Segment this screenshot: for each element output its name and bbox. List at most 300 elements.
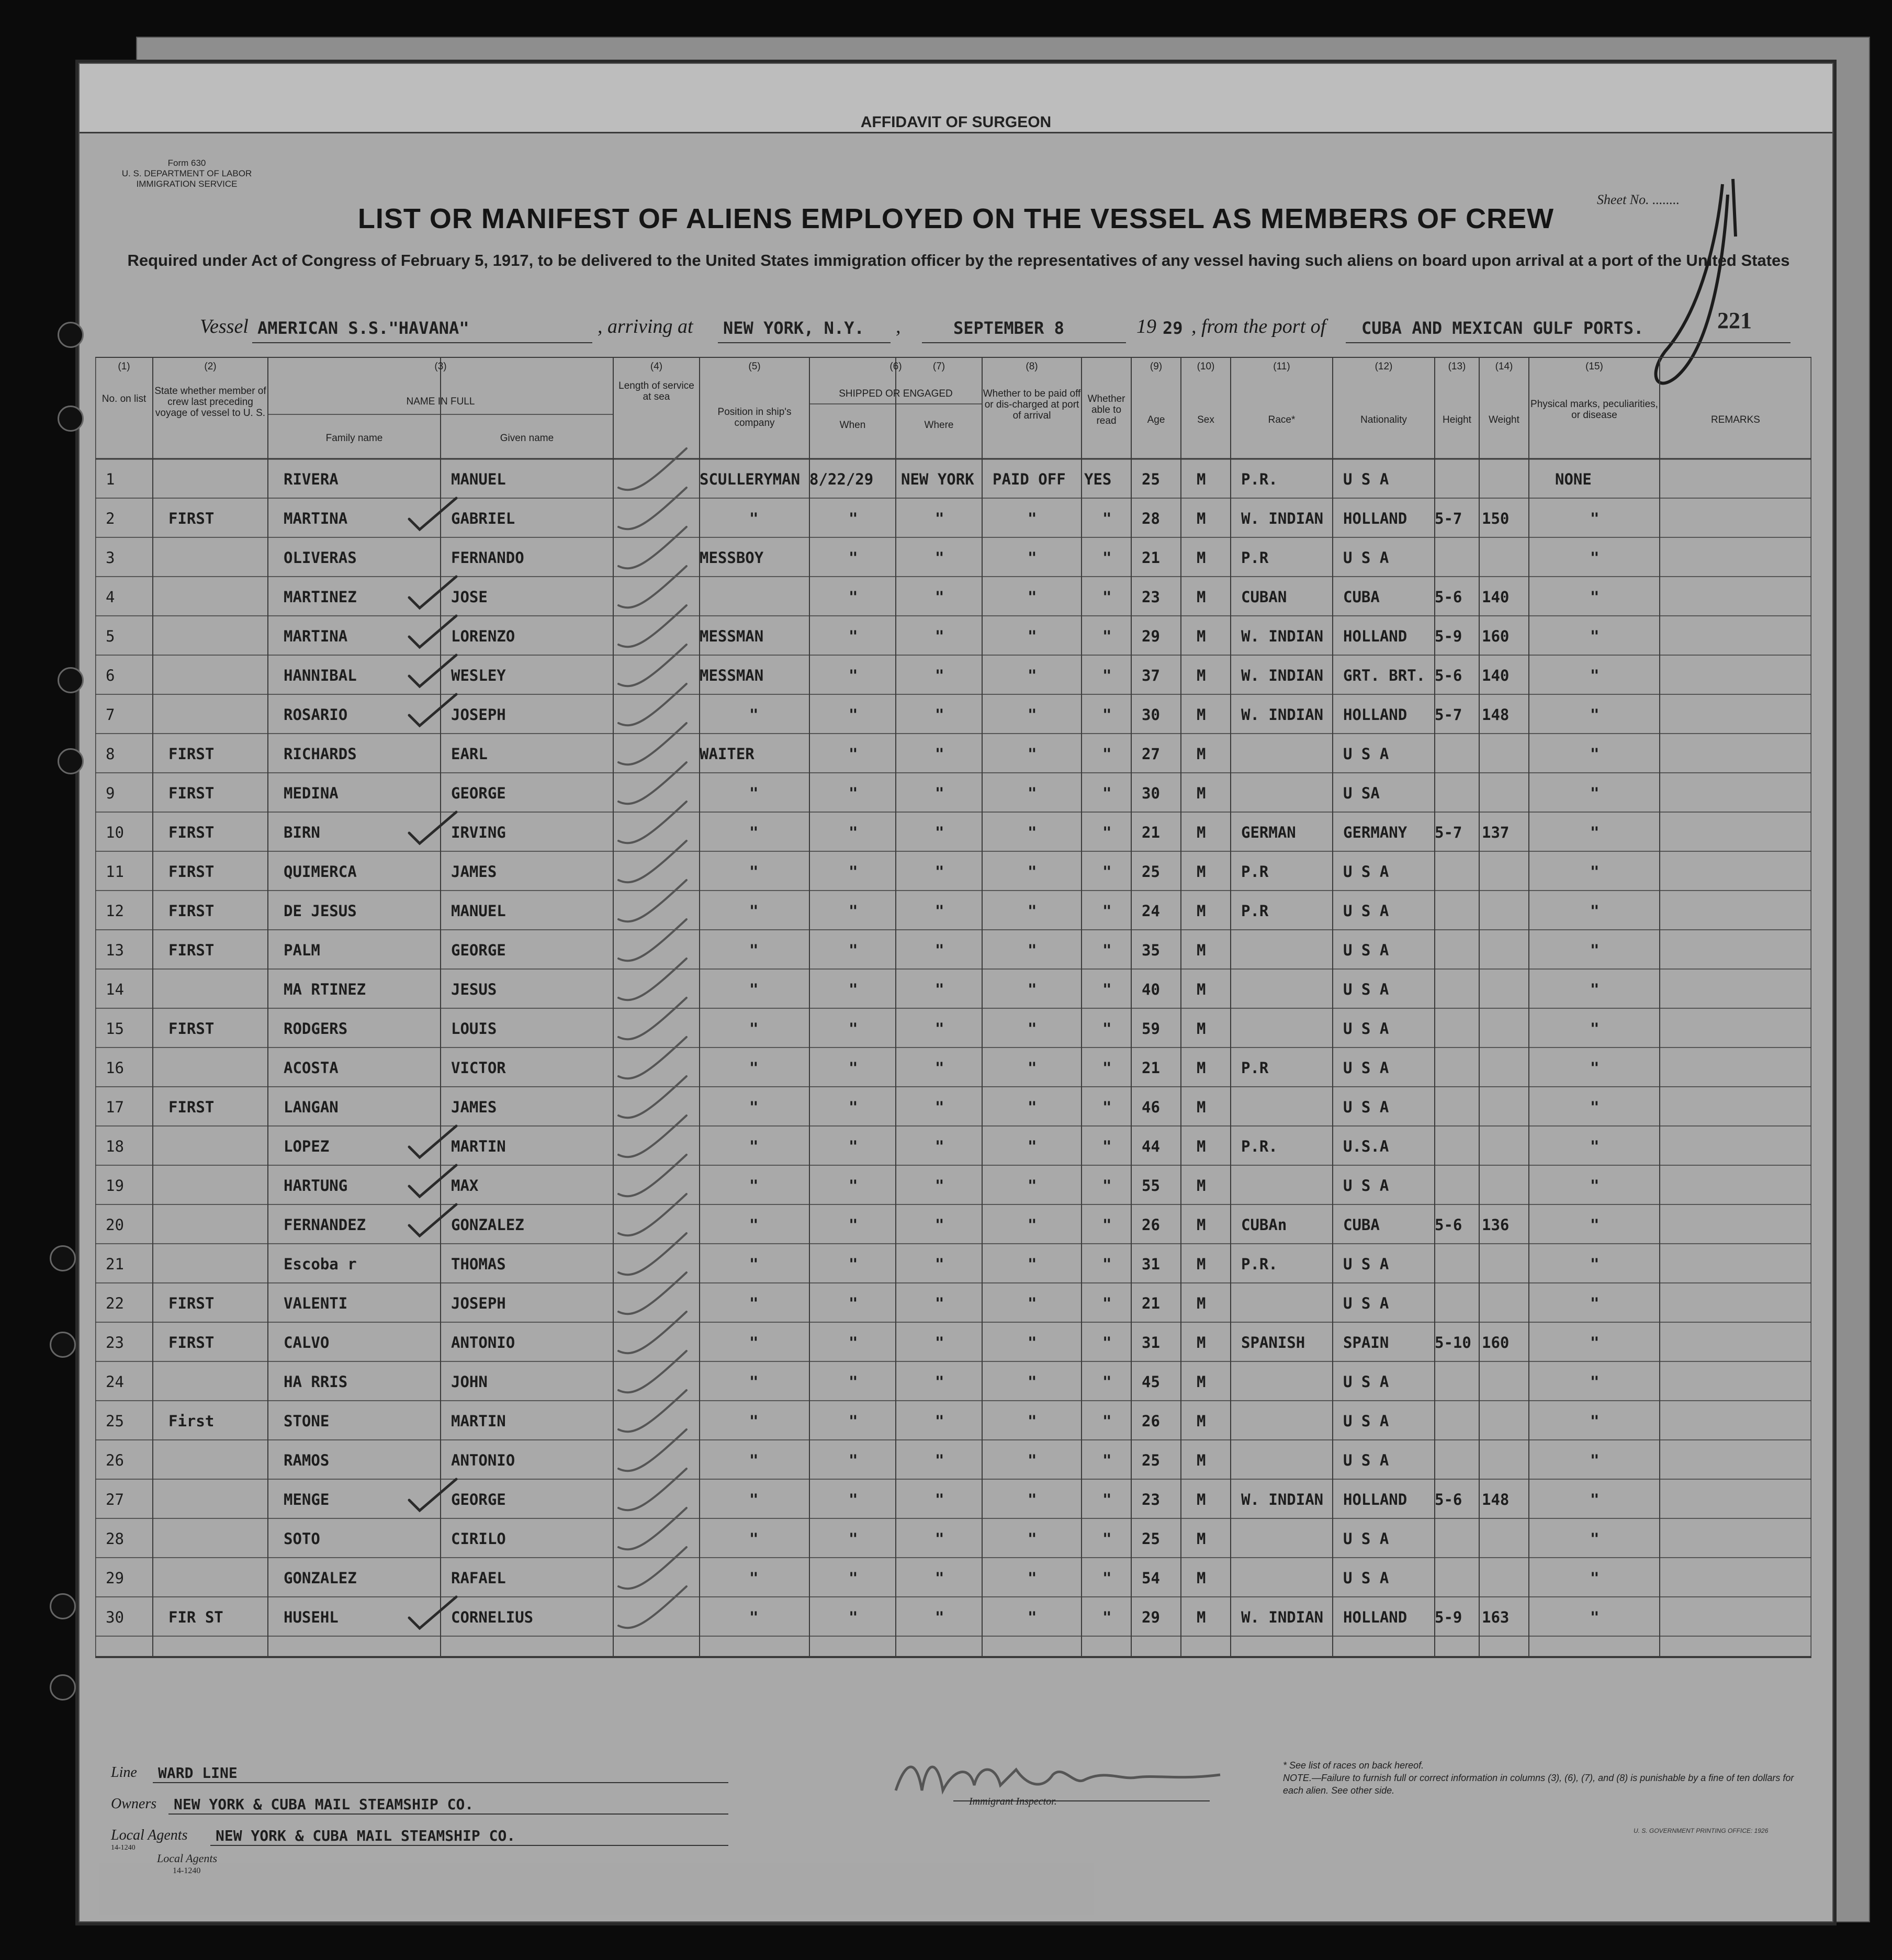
cell-where: "	[935, 863, 944, 881]
cell-weight: 150	[1482, 510, 1510, 527]
cell-when: "	[849, 1608, 858, 1626]
cell-paid: "	[1028, 1569, 1037, 1587]
cell-physical: "	[1590, 1177, 1600, 1195]
cell-sex: M	[1197, 549, 1206, 567]
cell-paid: "	[1028, 1334, 1037, 1351]
cell-physical: "	[1590, 902, 1600, 920]
cell-sex: M	[1197, 784, 1206, 802]
cell-height: 5-7	[1435, 824, 1462, 841]
cell-nationality: HOLLAND	[1343, 706, 1407, 724]
cell-when: "	[849, 706, 858, 724]
cell-race: GERMAN	[1241, 824, 1296, 841]
page-number: 221	[1717, 308, 1752, 333]
cell-no: 22	[106, 1294, 124, 1312]
vessel-name: AMERICAN S.S."HAVANA"	[257, 318, 469, 338]
cell-where: "	[935, 1530, 944, 1548]
cell-physical: "	[1590, 1255, 1600, 1273]
cell-paid: "	[1028, 1530, 1037, 1548]
cell-read: "	[1102, 863, 1112, 881]
cell-nationality: U S A	[1343, 1177, 1389, 1195]
cell-state: FIRST	[168, 824, 215, 841]
arriving-label: , arriving at	[598, 316, 693, 337]
cell-position: SCULLERYMAN	[700, 470, 801, 488]
cell-sex: M	[1197, 1491, 1206, 1508]
cell-family: RIVERA	[284, 470, 339, 488]
cell-paid: "	[1028, 863, 1037, 881]
cell-sex: M	[1197, 863, 1206, 881]
cell-sex: M	[1197, 824, 1206, 841]
header-able-to-read: Whether able to read	[1087, 393, 1125, 426]
cell-where: "	[935, 1177, 944, 1195]
cell-family: MA RTINEZ	[284, 981, 366, 998]
cell-race: W. INDIAN	[1241, 706, 1324, 724]
cell-sex: M	[1197, 1334, 1206, 1351]
cell-sex: M	[1197, 627, 1206, 645]
cell-no: 10	[106, 824, 124, 841]
column-number: (2)	[204, 361, 217, 372]
cell-read: "	[1102, 627, 1112, 645]
cell-when: "	[849, 1020, 858, 1038]
cell-no: 3	[106, 549, 115, 567]
cell-given: GONZALEZ	[451, 1216, 524, 1234]
cell-when: "	[849, 981, 858, 998]
header-length-service: Length of service at sea	[618, 380, 694, 402]
cell-height: 5-9	[1435, 627, 1462, 645]
cell-race: W. INDIAN	[1241, 667, 1324, 684]
cell-height: 5-9	[1435, 1608, 1462, 1626]
cell-paid: PAID OFF	[993, 470, 1066, 488]
cell-no: 6	[106, 667, 115, 684]
cell-age: 23	[1142, 588, 1160, 606]
cell-given: GABRIEL	[451, 510, 515, 527]
cell-family: OLIVERAS	[284, 549, 357, 567]
cell-nationality: GRT. BRT.	[1343, 667, 1426, 684]
note-penalty: NOTE.—Failure to furnish full or correct information in columns (3), (6), (7), and (8) is punishable by a fine of ten dollars for each alien. See other side.	[1283, 1773, 1794, 1796]
cell-when: "	[849, 1098, 858, 1116]
cell-read: "	[1102, 1059, 1112, 1077]
cell-given: JAMES	[451, 1098, 497, 1116]
cell-age: 31	[1142, 1334, 1160, 1351]
punch-hole-icon	[50, 1332, 76, 1358]
cell-when: "	[849, 784, 858, 802]
owners-value: NEW YORK & CUBA MAIL STEAMSHIP CO.	[174, 1796, 474, 1813]
cell-age: 31	[1142, 1255, 1160, 1273]
inspector-signature-icon	[885, 1749, 1231, 1806]
cell-where: "	[935, 1451, 944, 1469]
cell-position: "	[749, 1098, 759, 1116]
cell-physical: "	[1590, 1491, 1600, 1508]
cell-position: "	[749, 510, 759, 527]
cell-read: "	[1102, 1373, 1112, 1391]
cell-where: NEW YORK	[901, 470, 974, 488]
cell-paid: "	[1028, 902, 1037, 920]
cell-nationality: GERMANY	[1343, 824, 1407, 841]
cell-no: 17	[106, 1098, 124, 1116]
cell-race: W. INDIAN	[1241, 510, 1324, 527]
affidavit-heading: AFFIDAVIT OF SURGEON	[860, 114, 1052, 131]
cell-where: "	[935, 706, 944, 724]
cell-physical: "	[1590, 1098, 1600, 1116]
cell-read: "	[1102, 1334, 1112, 1351]
cell-read: "	[1102, 745, 1112, 763]
cell-when: "	[849, 1491, 858, 1508]
header-state-member: State whether member of crew last preceding voyage of vessel to U. S.	[154, 386, 266, 419]
cell-given: GEORGE	[451, 1491, 506, 1508]
cell-nationality: U S A	[1343, 470, 1389, 488]
cell-age: 21	[1142, 824, 1160, 841]
cell-position: "	[749, 1334, 759, 1351]
cell-weight: 160	[1482, 1334, 1510, 1351]
cell-given: MARTIN	[451, 1137, 506, 1155]
cell-paid: "	[1028, 1059, 1037, 1077]
year-prefix: 19	[1136, 316, 1156, 337]
cell-state: FIRST	[168, 1334, 215, 1351]
crew-table	[95, 357, 1811, 1728]
cell-nationality: SPAIN	[1343, 1334, 1389, 1351]
cell-nationality: CUBA	[1343, 588, 1380, 606]
cell-nationality: U S A	[1343, 1020, 1389, 1038]
column-number: (7)	[932, 361, 945, 372]
cell-given: MANUEL	[451, 902, 506, 920]
cell-read: "	[1102, 981, 1112, 998]
cell-family: HARTUNG	[284, 1177, 348, 1195]
column-number: (5)	[748, 361, 761, 372]
cell-paid: "	[1028, 1137, 1037, 1155]
header-when: When	[839, 420, 866, 431]
column-number: (10)	[1197, 361, 1215, 372]
cell-paid: "	[1028, 941, 1037, 959]
cell-when: 8/22/29	[809, 470, 874, 488]
cell-when: "	[849, 745, 858, 763]
cell-family: CALVO	[284, 1334, 330, 1351]
cell-given: VICTOR	[451, 1059, 506, 1077]
cell-state: FIR ST	[168, 1608, 223, 1626]
cell-sex: M	[1197, 1294, 1206, 1312]
cell-given: RAFAEL	[451, 1569, 506, 1587]
cell-read: "	[1102, 706, 1112, 724]
cell-sex: M	[1197, 510, 1206, 527]
cell-given: WESLEY	[451, 667, 506, 684]
cell-physical: "	[1590, 1216, 1600, 1234]
cell-when: "	[849, 1255, 858, 1273]
cell-no: 23	[106, 1334, 124, 1351]
cell-family: LOPEZ	[284, 1137, 330, 1155]
cell-no: 25	[106, 1412, 124, 1430]
punch-hole-icon	[58, 405, 84, 432]
arrival-date: SEPTEMBER 8	[953, 318, 1064, 338]
cell-physical: "	[1590, 1530, 1600, 1548]
cell-where: "	[935, 1059, 944, 1077]
cell-read: "	[1102, 667, 1112, 684]
cell-physical: "	[1590, 588, 1600, 606]
cell-read: "	[1102, 1491, 1112, 1508]
cell-sex: M	[1197, 1569, 1206, 1587]
arrival-port: NEW YORK, N.Y.	[723, 318, 864, 338]
manifest-document	[78, 63, 1833, 1922]
cell-nationality: U S A	[1343, 1373, 1389, 1391]
cell-no: 24	[106, 1373, 124, 1391]
punch-hole-icon	[58, 667, 84, 693]
cell-sex: M	[1197, 902, 1206, 920]
cell-where: "	[935, 981, 944, 998]
cell-no: 18	[106, 1137, 124, 1155]
cell-physical: "	[1590, 1020, 1600, 1038]
cell-age: 29	[1142, 627, 1160, 645]
cell-given: THOMAS	[451, 1255, 506, 1273]
cell-sex: M	[1197, 1373, 1206, 1391]
cell-physical: "	[1590, 784, 1600, 802]
cell-race: SPANISH	[1241, 1334, 1305, 1351]
cell-age: 28	[1142, 510, 1160, 527]
cell-given: CIRILO	[451, 1530, 506, 1548]
cell-age: 54	[1142, 1569, 1160, 1587]
cell-nationality: U.S.A	[1343, 1137, 1389, 1155]
cell-sex: M	[1197, 1451, 1206, 1469]
cell-read: "	[1102, 1451, 1112, 1469]
cell-paid: "	[1028, 1608, 1037, 1626]
cell-given: GEORGE	[451, 941, 506, 959]
cell-position: "	[749, 1177, 759, 1195]
cell-age: 24	[1142, 902, 1160, 920]
cell-family: MARTINEZ	[284, 588, 357, 606]
cell-position: "	[749, 1216, 759, 1234]
cell-paid: "	[1028, 1216, 1037, 1234]
cell-sex: M	[1197, 1059, 1206, 1077]
punch-hole-icon	[50, 1674, 76, 1700]
form-line: IMMIGRATION SERVICE	[136, 179, 238, 189]
cell-position: "	[749, 1569, 759, 1587]
cell-nationality: U S A	[1343, 981, 1389, 998]
cell-weight: 140	[1482, 588, 1510, 606]
page-title: LIST OR MANIFEST OF ALIENS EMPLOYED ON THE VESSEL AS MEMBERS OF CREW	[357, 203, 1555, 234]
header-race: Race*	[1268, 414, 1296, 425]
cell-given: LORENZO	[451, 627, 515, 645]
cell-state: FIRST	[168, 510, 215, 527]
cell-given: ANTONIO	[451, 1451, 515, 1469]
cell-age: 46	[1142, 1098, 1160, 1116]
cell-family: RICHARDS	[284, 745, 357, 763]
cell-physical: "	[1590, 981, 1600, 998]
cell-age: 30	[1142, 784, 1160, 802]
cell-no: 5	[106, 627, 115, 645]
cell-age: 25	[1142, 470, 1160, 488]
cell-when: "	[849, 549, 858, 567]
cell-family: MARTINA	[284, 627, 348, 645]
cell-nationality: U S A	[1343, 1059, 1389, 1077]
cell-state: FIRST	[168, 863, 215, 881]
cell-nationality: U S A	[1343, 941, 1389, 959]
cell-nationality: U S A	[1343, 745, 1389, 763]
cell-given: MANUEL	[451, 470, 506, 488]
page-subtitle: Required under Act of Congress of February 5, 1917, to be delivered to the United States immigration officer by the representatives of any vessel having such aliens on board upon arrival at a port of the United States	[127, 251, 1790, 269]
cell-given: JOHN	[451, 1373, 488, 1391]
cell-physical: "	[1590, 1294, 1600, 1312]
punch-hole-icon	[50, 1245, 76, 1271]
cell-position: "	[749, 1059, 759, 1077]
cell-sex: M	[1197, 941, 1206, 959]
cell-physical: "	[1590, 1373, 1600, 1391]
cell-given: LOUIS	[451, 1020, 497, 1038]
cell-when: "	[849, 1530, 858, 1548]
cell-family: QUIMERCA	[284, 863, 357, 881]
cell-sex: M	[1197, 745, 1206, 763]
cell-nationality: HOLLAND	[1343, 1608, 1407, 1626]
column-number: (11)	[1273, 361, 1290, 372]
header-weight: Weight	[1489, 414, 1519, 425]
header-given-name: Given name	[500, 433, 554, 444]
stub-agents-label: Local Agents	[157, 1852, 218, 1865]
cell-family: VALENTI	[284, 1294, 348, 1312]
cell-family: FERNANDEZ	[284, 1216, 366, 1234]
cell-nationality: U S A	[1343, 1255, 1389, 1273]
cell-age: 45	[1142, 1373, 1160, 1391]
cell-family: STONE	[284, 1412, 330, 1430]
cell-position: "	[749, 902, 759, 920]
cell-position: "	[749, 1412, 759, 1430]
header-name-in-full: NAME IN FULL	[406, 396, 475, 407]
cell-age: 29	[1142, 1608, 1160, 1626]
cell-age: 30	[1142, 706, 1160, 724]
cell-position: "	[749, 784, 759, 802]
cell-where: "	[935, 1334, 944, 1351]
cell-nationality: U S A	[1343, 1412, 1389, 1430]
cell-where: "	[935, 1373, 944, 1391]
cell-given: ANTONIO	[451, 1334, 515, 1351]
cell-age: 59	[1142, 1020, 1160, 1038]
cell-given: GEORGE	[451, 784, 506, 802]
cell-paid: "	[1028, 1020, 1037, 1038]
header-physical-marks: Physical marks, peculiarities, or disease	[1530, 399, 1658, 421]
cell-position: MESSMAN	[700, 667, 764, 684]
cell-race: W. INDIAN	[1241, 1608, 1324, 1626]
cell-when: "	[849, 902, 858, 920]
header-sex: Sex	[1197, 414, 1214, 425]
cell-physical: "	[1590, 1451, 1600, 1469]
cell-where: "	[935, 824, 944, 841]
form-code: 14-1240	[111, 1844, 136, 1852]
cell-read: "	[1102, 941, 1112, 959]
cell-family: HUSEHL	[284, 1608, 339, 1626]
cell-given: JOSEPH	[451, 706, 506, 724]
cell-age: 25	[1142, 863, 1160, 881]
owners-label: Owners	[111, 1796, 157, 1812]
cell-weight: 160	[1482, 627, 1510, 645]
cell-sex: M	[1197, 1137, 1206, 1155]
cell-age: 35	[1142, 941, 1160, 959]
cell-race: CUBAN	[1241, 588, 1287, 606]
cell-sex: M	[1197, 1216, 1206, 1234]
cell-paid: "	[1028, 549, 1037, 567]
column-number: (6)	[889, 361, 902, 372]
cell-no: 2	[106, 510, 115, 527]
cell-weight: 137	[1482, 824, 1510, 841]
cell-paid: "	[1028, 784, 1037, 802]
cell-sex: M	[1197, 470, 1206, 488]
cell-physical: NONE	[1555, 470, 1592, 488]
cell-no: 20	[106, 1216, 124, 1234]
cell-weight: 148	[1482, 706, 1510, 724]
cell-paid: "	[1028, 588, 1037, 606]
cell-height: 5-6	[1435, 1216, 1462, 1234]
cell-given: IRVING	[451, 824, 506, 841]
stub-sheet	[99, 1863, 1094, 1915]
cell-given: JESUS	[451, 981, 497, 998]
header-paid-off: Whether to be paid off or dis-charged at port of arrival	[983, 388, 1081, 421]
cell-family: HA RRIS	[284, 1373, 348, 1391]
cell-position: "	[749, 1530, 759, 1548]
cell-family: RAMOS	[284, 1451, 330, 1469]
cell-physical: "	[1590, 627, 1600, 645]
column-number: (1)	[118, 361, 130, 372]
cell-sex: M	[1197, 1412, 1206, 1430]
cell-paid: "	[1028, 1412, 1037, 1430]
header-shipped-engaged: SHIPPED OR ENGAGED	[839, 388, 953, 399]
cell-where: "	[935, 1412, 944, 1430]
cell-age: 25	[1142, 1451, 1160, 1469]
cell-when: "	[849, 510, 858, 527]
cell-nationality: HOLLAND	[1343, 510, 1407, 527]
cell-read: "	[1102, 1137, 1112, 1155]
cell-family: Escoba r	[284, 1255, 357, 1273]
cell-state: First	[168, 1412, 215, 1430]
cell-position: MESSMAN	[700, 627, 764, 645]
cell-when: "	[849, 1373, 858, 1391]
cell-state: FIRST	[168, 941, 215, 959]
cell-nationality: U S A	[1343, 1569, 1389, 1587]
from-label: , from the port of	[1191, 316, 1326, 337]
punch-hole-icon	[58, 748, 84, 774]
cell-nationality: U S A	[1343, 863, 1389, 881]
cell-no: 12	[106, 902, 124, 920]
cell-read: "	[1102, 784, 1112, 802]
cell-when: "	[849, 941, 858, 959]
cell-age: 27	[1142, 745, 1160, 763]
column-number: (15)	[1585, 361, 1603, 372]
cell-position: "	[749, 824, 759, 841]
cell-race: CUBAn	[1241, 1216, 1287, 1234]
notes	[1283, 1759, 1806, 1797]
note-races: * See list of races on back hereof.	[1283, 1760, 1424, 1771]
cell-no: 7	[106, 706, 115, 724]
cell-position: "	[749, 706, 759, 724]
cell-sex: M	[1197, 1608, 1206, 1626]
cell-physical: "	[1590, 1137, 1600, 1155]
cell-nationality: CUBA	[1343, 1216, 1380, 1234]
cell-no: 27	[106, 1491, 124, 1508]
cell-age: 40	[1142, 981, 1160, 998]
cell-weight: 148	[1482, 1491, 1510, 1508]
cell-height: 5-10	[1435, 1334, 1471, 1351]
cell-where: "	[935, 941, 944, 959]
cell-paid: "	[1028, 1294, 1037, 1312]
cell-age: 25	[1142, 1530, 1160, 1548]
cell-sex: M	[1197, 706, 1206, 724]
cell-age: 37	[1142, 667, 1160, 684]
cell-given: FERNANDO	[451, 549, 524, 567]
cell-when: "	[849, 667, 858, 684]
cell-physical: "	[1590, 706, 1600, 724]
cell-paid: "	[1028, 981, 1037, 998]
departure-ports: CUBA AND MEXICAN GULF PORTS.	[1361, 318, 1644, 338]
cell-no: 26	[106, 1451, 124, 1469]
form-line: Form 630	[167, 158, 206, 168]
cell-physical: "	[1590, 824, 1600, 841]
cell-family: GONZALEZ	[284, 1569, 357, 1587]
local-agents-label: Local Agents	[111, 1827, 188, 1843]
cell-race: P.R.	[1241, 1137, 1278, 1155]
cell-read: "	[1102, 588, 1112, 606]
cell-read: "	[1102, 1608, 1112, 1626]
